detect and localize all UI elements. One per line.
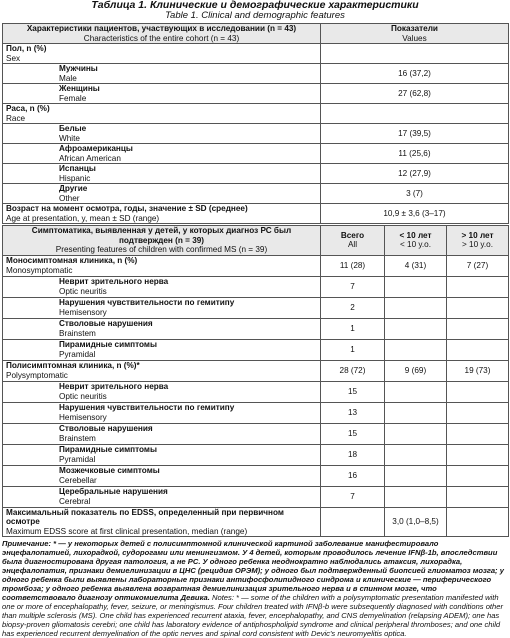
row-v2-cell: 3,0 (1,0–8,5): [385, 507, 447, 537]
row-label-ru: Пол, n (%): [6, 44, 47, 53]
row-label-en: Maximum EDSS score at first clinical presentation, median (range): [6, 526, 248, 536]
table-row: [3, 402, 509, 423]
table-row: [3, 444, 509, 465]
row-label-ru: Испанцы: [59, 164, 96, 173]
row-label-en: Age at presentation, y, mean ± SD (range): [6, 213, 160, 223]
row-v2-cell: [385, 465, 447, 486]
row-label-en: Hemisensory: [59, 307, 107, 317]
row-label-ru: Максимальный показатель по EDSS, определенный при первичном осмотре: [6, 507, 284, 526]
row-v1-cell: 7: [321, 486, 385, 507]
row-label-cell: [3, 339, 321, 360]
row-label-cell: [3, 84, 321, 104]
row-label-en: White: [59, 133, 80, 143]
row-v3-cell: [447, 444, 509, 465]
row-label-cell: [3, 507, 321, 537]
row-label-en: Male: [59, 73, 77, 83]
header-features: Симптоматика, выявленная у детей, у которых диагноз РС был подтвержден (n = 39) Presenting features of children with confirmed MS (n = 39): [3, 226, 321, 256]
table-section-row: [3, 255, 509, 276]
row-label-cell: [3, 444, 321, 465]
row-label-cell: [3, 276, 321, 297]
table-header-row: [3, 24, 509, 44]
row-v2-cell: 4 (31): [385, 255, 447, 276]
row-label-cell: [3, 486, 321, 507]
row-label-cell: [3, 64, 321, 84]
row-v1-cell: 15: [321, 381, 385, 402]
table-section-row: [3, 104, 509, 124]
table-row: [3, 144, 509, 164]
table-cohort: [2, 23, 509, 224]
row-v3-cell: [447, 423, 509, 444]
row-v3-cell: [447, 276, 509, 297]
row-label-cell: [3, 297, 321, 318]
row-label-ru: Раса, n (%): [6, 104, 50, 113]
row-v2-cell: [385, 318, 447, 339]
row-label-en: Optic neuritis: [59, 286, 107, 296]
row-v2-cell: [385, 486, 447, 507]
row-label-cell: [3, 318, 321, 339]
table-subtitle: Table 1. Clinical and demographic features: [165, 10, 345, 21]
row-label-ru: Церебральные нарушения: [59, 487, 168, 496]
row-label-cell: [3, 44, 321, 64]
row-v1-cell: 18: [321, 444, 385, 465]
table-row: [3, 486, 509, 507]
row-v1-cell: 2: [321, 297, 385, 318]
row-label-cell: [3, 402, 321, 423]
row-label-en: Pyramidal: [59, 349, 96, 359]
table-row: [3, 423, 509, 444]
row-label-en: Female: [59, 93, 87, 103]
row-v1-cell: 16: [321, 465, 385, 486]
row-v2-cell: [385, 339, 447, 360]
row-v1-cell: 13: [321, 402, 385, 423]
table-section-row: [3, 204, 509, 224]
row-label-cell: [3, 465, 321, 486]
row-v1-cell: 7: [321, 276, 385, 297]
row-label-ru: Другие: [59, 184, 88, 193]
header-under-10: < 10 лет < 10 y.o.: [385, 226, 447, 256]
table-row: [3, 465, 509, 486]
header-all: Всего All: [321, 226, 385, 256]
row-label-en: Brainstem: [59, 433, 96, 443]
row-value-cell: 17 (39,5): [321, 124, 509, 144]
row-value-cell: [321, 104, 509, 124]
row-label-ru: Пирамидные симптомы: [59, 445, 157, 454]
row-v2-cell: [385, 444, 447, 465]
row-label-ru: Нарушения чувствительности по гемитипу: [59, 403, 235, 412]
row-label-cell: [3, 144, 321, 164]
row-label-ru: Моносимптомная клиника, n (%): [6, 256, 138, 265]
row-v3-cell: [447, 381, 509, 402]
row-value-cell: 3 (7): [321, 184, 509, 204]
row-label-en: Brainstem: [59, 328, 96, 338]
table-presenting-features: [2, 225, 509, 537]
row-v1-cell: 28 (72): [321, 360, 385, 381]
row-v1-cell: 15: [321, 423, 385, 444]
row-v2-cell: [385, 423, 447, 444]
row-label-cell: [3, 104, 321, 124]
row-value-cell: [321, 44, 509, 64]
row-label-ru: Пирамидные симптомы: [59, 340, 157, 349]
row-label-ru: Неврит зрительного нерва: [59, 382, 169, 391]
table-title: Таблица 1. Клинические и демографические характеристики: [91, 0, 419, 11]
table-row: [3, 84, 509, 104]
row-label-ru: Нарушения чувствительности по гемитипу: [59, 298, 235, 307]
row-label-ru: Возраст на момент осмотра, годы, значение ± SD (среднее): [6, 204, 248, 213]
row-label-en: Hispanic: [59, 173, 91, 183]
table-row: [3, 124, 509, 144]
row-label-cell: [3, 184, 321, 204]
row-v2-cell: [385, 297, 447, 318]
row-v3-cell: [447, 507, 509, 537]
row-label-en: African American: [59, 153, 121, 163]
table-header-row: [3, 226, 509, 256]
row-v2-cell: [385, 381, 447, 402]
row-label-ru: Мужчины: [59, 64, 98, 73]
row-label-ru: Полисимптомная клиника, n (%)*: [6, 361, 140, 370]
table-row: [3, 276, 509, 297]
row-label-ru: Белые: [59, 124, 87, 133]
row-label-en: Sex: [6, 53, 21, 63]
row-label-ru: Женщины: [59, 84, 100, 93]
row-label-ru: Стволовые нарушения: [59, 319, 153, 328]
row-v3-cell: [447, 486, 509, 507]
table-notes: [2, 539, 508, 638]
row-label-cell: [3, 164, 321, 184]
row-v3-cell: [447, 402, 509, 423]
table-row: [3, 164, 509, 184]
row-v3-cell: [447, 297, 509, 318]
header-values: Показатели Values: [321, 24, 509, 44]
row-label-en: Optic neuritis: [59, 391, 107, 401]
row-label-ru: Афроамериканцы: [59, 144, 133, 153]
row-v3-cell: 19 (73): [447, 360, 509, 381]
row-label-ru: Мозжечковые симптомы: [59, 466, 160, 475]
row-label-en: Polysymptomatic: [6, 370, 68, 380]
row-v2-cell: [385, 402, 447, 423]
table-section-row: [3, 360, 509, 381]
header-characteristics: Характеристики пациентов, участвующих в исследовании (n = 43) Characteristics of the entire cohort (n = 43): [3, 24, 321, 44]
row-label-cell: [3, 423, 321, 444]
table-row: [3, 184, 509, 204]
header-over-10: > 10 лет > 10 y.o.: [447, 226, 509, 256]
row-v1-cell: 11 (28): [321, 255, 385, 276]
row-label-en: Cerebral: [59, 496, 91, 506]
row-label-ru: Стволовые нарушения: [59, 424, 153, 433]
row-label-en: Cerebellar: [59, 475, 97, 485]
row-label-cell: [3, 255, 321, 276]
row-v1-cell: 1: [321, 339, 385, 360]
row-v2-cell: 9 (69): [385, 360, 447, 381]
row-label-cell: [3, 360, 321, 381]
row-label-cell: [3, 124, 321, 144]
notes-russian: Примечание: * — у некоторых детей с полисимптомной клинической картиной заболевание манифестировало энцефалопатией, лихорадкой, судорогами или менингизмом. У 4 детей, которым проводилось лечение IFNβ-1b, впоследствии была диагностирована другая патология, а не РС. У одного ребенка неоднократно наблюдались атаксия, лихорадка, энцефалопатия, признаки демиелинизации в ЦНС (рецидив ОРЭМ); у одного был подтвержденный биопсией глиоматоз мозга; у одного ребенка были выявлены лабораторные признаки антифосфолипидного синдрома и клинические — периферического тромбоза; у одного ребенка выявлена возвратная демиелинизация зрительного нерва и в спинном мозге, что соответствовало диагнозу оптикомиелита Девика.: [2, 539, 504, 602]
table-row: [3, 318, 509, 339]
row-v3-cell: [447, 339, 509, 360]
row-value-cell: 12 (27,9): [321, 164, 509, 184]
row-label-en: Pyramidal: [59, 454, 96, 464]
table-row: [3, 339, 509, 360]
table-row: [3, 381, 509, 402]
row-v1-cell: [321, 507, 385, 537]
row-label-en: Race: [6, 113, 26, 123]
row-label-cell: [3, 204, 321, 224]
row-value-cell: 10,9 ± 3,6 (3–17): [321, 204, 509, 224]
row-v3-cell: [447, 318, 509, 339]
row-value-cell: 16 (37,2): [321, 64, 509, 84]
table-section-row: [3, 507, 509, 537]
row-value-cell: 27 (62,8): [321, 84, 509, 104]
row-value-cell: 11 (25,6): [321, 144, 509, 164]
row-label-ru: Неврит зрительного нерва: [59, 277, 169, 286]
row-label-en: Hemisensory: [59, 412, 107, 422]
row-label-cell: [3, 381, 321, 402]
row-label-en: Monosymptomatic: [6, 265, 73, 275]
row-v3-cell: [447, 465, 509, 486]
table-row: [3, 64, 509, 84]
row-v3-cell: 7 (27): [447, 255, 509, 276]
row-v2-cell: [385, 276, 447, 297]
notes-english: Notes: * — some of the children with a polysymptomatic presentation manifested with one or more of encephalopathy, fever, seizure, or meningismus. Four children treated with IFNβ-b were subsequently diagnosed with conditions other than multiple sclerosis (MS). One child has experienced recurrent ataxia, fever, encephalopathy, and CNS demyelination (relapsing ADEM); one has biopsy-proven gliomatosis cerebri; one child has laboratory evidence of antiphospholipid syndrome and clinical peripheral thromboses; and one child has experienced recurrent demyelination of the optic nerves and spinal cord consistent with Devic's neuromyelitis optica.: [2, 593, 504, 638]
table-section-row: [3, 44, 509, 64]
table-row: [3, 297, 509, 318]
row-label-en: Other: [59, 193, 80, 203]
row-v1-cell: 1: [321, 318, 385, 339]
